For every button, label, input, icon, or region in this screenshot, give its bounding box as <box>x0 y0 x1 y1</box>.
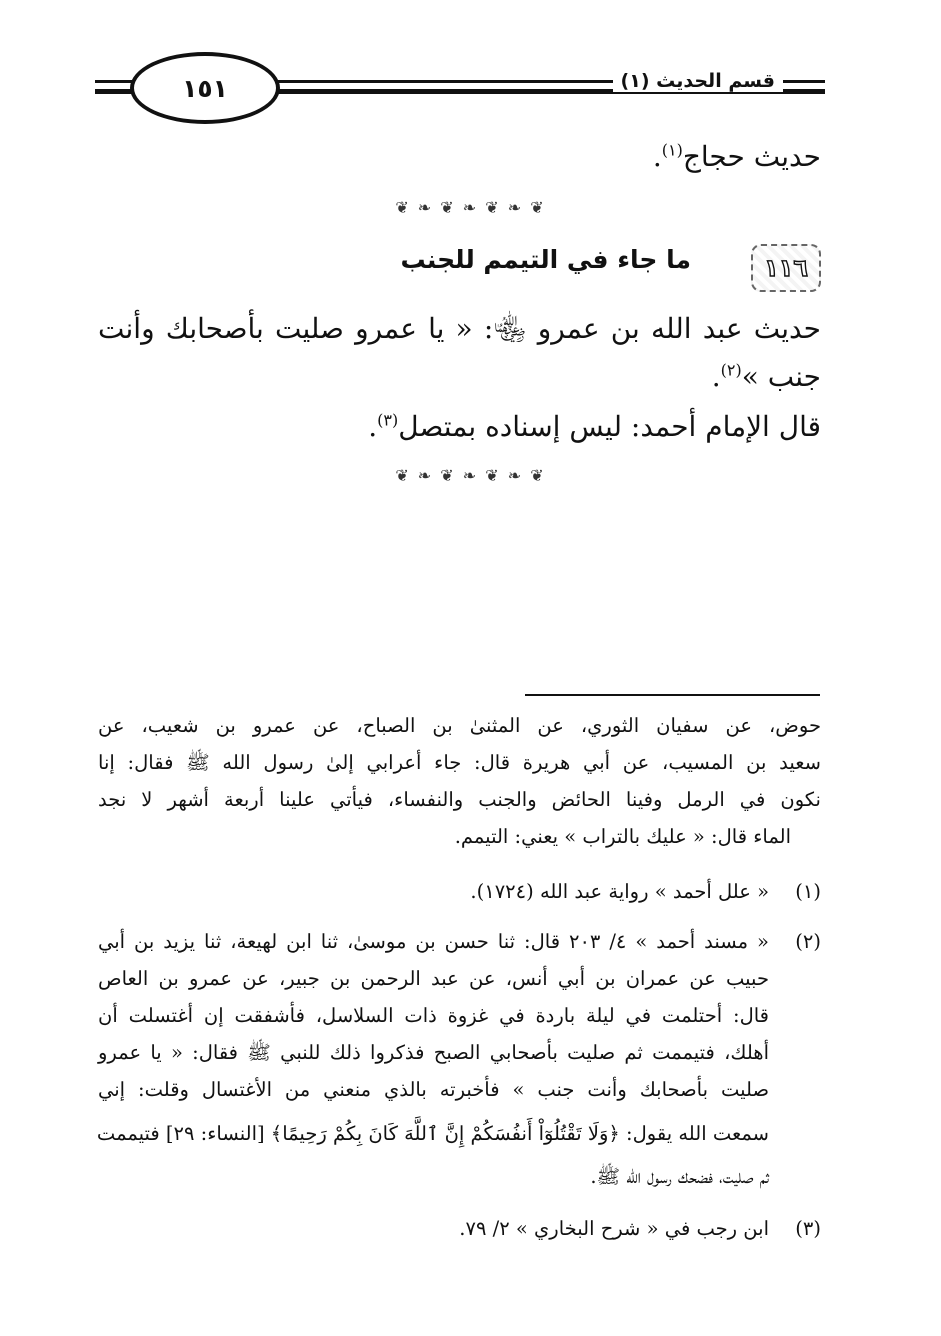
footnote-3-text: ابن رجب في « شرح البخاري » ٢/ ٧٩. <box>459 1217 769 1240</box>
footnote-2-line: صليت بأصحابك وأنت جنب » فأخبرته بالذي منعني من الأغتسال وقلت: إني <box>98 1078 769 1101</box>
footnote-2-line: « مسند أحمد » ٤/ ٢٠٣ قال: ثنا حسن بن موسىٰ، ثنا ابن لهيعة، ثنا يزيد بن أبي <box>98 930 769 953</box>
footnote-1-number: (١) <box>795 880 821 903</box>
footnote-2-number: (٢) <box>795 930 821 953</box>
footnote-2-line: سمعت الله يقول: ﴿وَلَا تَقْتُلُوٓاْ أَنفُسَكُمْ إِنَّ ٱللَّهَ كَانَ بِكُمْ رَحِيمًا﴾ [النساء: ٢٩] فتيممت <box>96 1122 769 1145</box>
page-header <box>95 48 825 132</box>
imam-line-text: قال الإمام أحمد: ليس إسناده بمتصل <box>398 410 821 443</box>
footnote-2-line: حبيب عن عمران بن أبي أنس، عن عبد الرحمن بن جبير، عن عمرو بن العاص <box>98 967 769 990</box>
hadith-line-1: حديث عبد الله بن عمرو ﵄: « يا عمرو صليت بأصحابك وأنت <box>98 312 821 345</box>
running-title: قسم الحديث (١) <box>613 70 783 92</box>
footnote-continuation-line: حوض، عن سفيان الثوري، عن المثنىٰ بن الصباح، عن عمرو بن شعيب، عن <box>98 714 821 737</box>
section-number-badge: ١١٦ <box>751 244 821 292</box>
ornament-divider-2: ❦ ❧ ❦ ❧ ❦ ❧ ❦ <box>395 466 546 485</box>
body-line-1: حديث حجاج$^{(١)}$. <box>652 140 821 173</box>
footnote-ref-2: (٢) <box>720 360 742 380</box>
body-line-1-text: حديث حجاج <box>682 140 821 173</box>
footnote-2-line: قال: أحتلمت في ليلة باردة في غزوة ذات السلاسل، فأشفقت إن أغتسلت أن <box>98 1004 769 1027</box>
page-number: ١٥١ <box>130 52 280 124</box>
hadith-line-2: جنب »$^{(٢)}$. <box>711 360 821 393</box>
footnote-continuation-line: الماء قال: « عليك بالتراب » يعني: التيمم. <box>454 825 791 848</box>
footnote-separator <box>525 694 820 696</box>
footnote-ref-1: (١) <box>661 140 683 160</box>
footnote-2-line: أهلك، فتيممت ثم صليت بأصحابي الصبح فذكروا ذلك للنبي ﷺ فقال: « يا عمرو <box>98 1041 769 1064</box>
footnote-1-text: « علل أحمد » رواية عبد الله (١٧٢٤). <box>470 880 769 903</box>
footnote-continuation-line: نكون في الرمل وفينا الحائض والجنب والنفساء، فيأتي علينا أربعة أشهر لا نجد <box>98 788 821 811</box>
hadith-line-2-text: جنب » <box>741 360 821 393</box>
imam-line: قال الإمام أحمد: ليس إسناده بمتصل$^{(٣)}$. <box>368 410 821 443</box>
ornament-divider-1: ❦ ❧ ❦ ❧ ❦ ❧ ❦ <box>395 198 546 217</box>
section-title: ما جاء في التيمم للجنب <box>400 245 691 274</box>
footnote-continuation-line: سعيد بن المسيب، عن أبي هريرة قال: جاء أعرابي إلىٰ رسول الله ﷺ فقال: إنا <box>98 751 821 774</box>
footnote-3-number: (٣) <box>795 1217 821 1240</box>
footnote-ref-3: (٣) <box>377 410 399 430</box>
footnote-2-line: ثم صليت، فضحك رسول الله ﷺ. <box>590 1165 769 1188</box>
